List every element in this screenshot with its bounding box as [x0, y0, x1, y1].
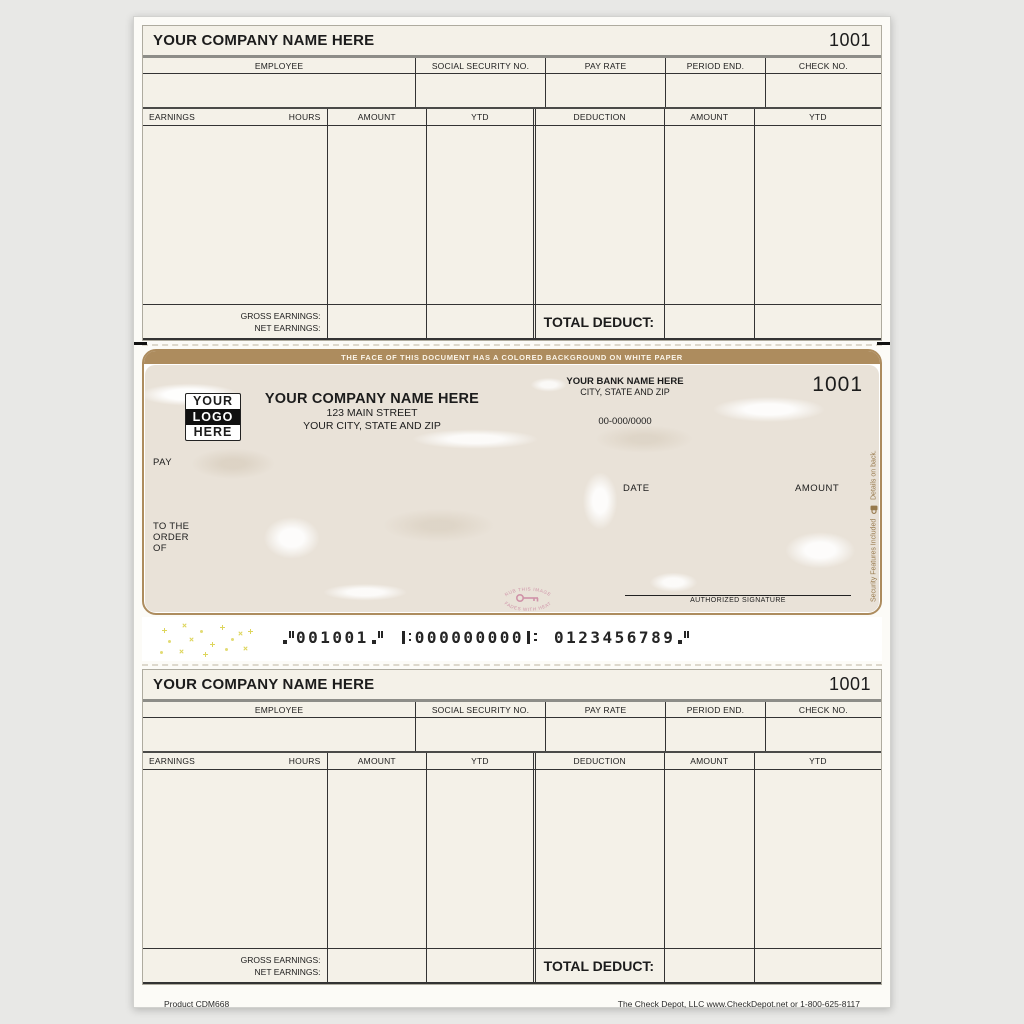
header-earnings-hours — [143, 753, 328, 769]
header-deduction: DEDUCTION — [533, 753, 665, 769]
stub-header — [143, 26, 881, 58]
top-pay-stub — [142, 25, 882, 341]
ytd-column — [427, 770, 533, 948]
ssn-field — [416, 718, 546, 751]
micr-check-number: 001001 — [296, 628, 369, 647]
bank-block — [527, 376, 723, 427]
total-deduct-ytd-cell — [755, 305, 881, 338]
logo-line-2: LOGO — [186, 409, 240, 425]
check — [142, 349, 882, 615]
header-ssn: SOCIAL SECURITY NO. — [416, 702, 546, 717]
sheet-footer — [164, 999, 860, 1009]
check-body — [145, 365, 879, 612]
header-employee: EMPLOYEE — [143, 58, 416, 73]
check-no-field — [766, 718, 881, 751]
employee-field — [143, 718, 416, 751]
employee-header-row — [143, 702, 881, 718]
micr-line — [280, 628, 691, 647]
employee-field — [143, 74, 416, 107]
stub-company-name: YOUR COMPANY NAME HERE — [153, 32, 375, 49]
micr-account-number: 0123456789 — [554, 628, 676, 647]
svg-text:FADES WITH HEAT: FADES WITH HEAT — [503, 600, 553, 613]
ssn-field — [416, 74, 546, 107]
ytd-column — [427, 126, 533, 304]
amount-column — [328, 770, 428, 948]
amount-label: AMOUNT — [795, 483, 840, 494]
gross-earnings-label: GROSS EARNINGS: — [240, 310, 321, 321]
pay-rate-field — [546, 74, 666, 107]
micr-zone — [142, 617, 882, 661]
deduction-column — [533, 126, 665, 304]
micr-transit-symbol — [401, 631, 413, 645]
micr-onus-symbol — [677, 631, 689, 645]
earnings-body-row — [143, 126, 881, 304]
period-end-field — [666, 718, 766, 751]
logo-line-3: HERE — [193, 425, 233, 439]
check-form-sheet — [133, 16, 891, 1008]
totals-row — [143, 304, 881, 340]
check-number: 1001 — [812, 373, 863, 396]
perforation-line-top — [142, 344, 882, 346]
gross-ytd-cell — [427, 305, 533, 338]
employee-header-row — [143, 58, 881, 74]
to-the-order-of-label: TO THE ORDER OF — [153, 521, 190, 554]
earnings-body-row — [143, 770, 881, 948]
earnings-header-row — [143, 107, 881, 126]
pay-rate-field — [546, 718, 666, 751]
gross-earnings-label: GROSS EARNINGS: — [240, 954, 321, 965]
header-hours: HOURS — [288, 112, 321, 122]
earnings-column — [143, 770, 328, 948]
total-deduct-amount-cell — [665, 305, 755, 338]
header-check-no: CHECK NO. — [798, 60, 848, 71]
pay-label: PAY — [153, 457, 173, 468]
header-earnings-hours — [143, 109, 328, 125]
perforation-line-bottom — [142, 664, 882, 666]
totals-row — [143, 948, 881, 984]
gross-ytd-cell — [427, 949, 533, 982]
net-earnings-label: NET EARNINGS: — [254, 966, 321, 977]
stub-header — [143, 670, 881, 702]
micr-routing-number: 000000000 — [414, 628, 524, 647]
header-ytd: YTD — [471, 756, 489, 766]
micr-onus-symbol — [282, 631, 294, 645]
svg-text:RUB THIS IMAGE: RUB THIS IMAGE — [503, 586, 553, 598]
header-deduction: DEDUCTION — [533, 109, 665, 125]
header-pay-rate: PAY RATE — [546, 58, 666, 73]
totals-labels — [143, 305, 328, 338]
security-speckles — [158, 621, 258, 657]
header-earnings: EARNINGS — [149, 756, 195, 766]
header-employee: EMPLOYEE — [143, 702, 416, 717]
deduction-ytd-column — [755, 770, 881, 948]
header-pay-rate: PAY RATE — [546, 702, 666, 717]
amount-column — [328, 126, 428, 304]
bottom-pay-stub — [142, 669, 882, 985]
check-no-field — [766, 74, 881, 107]
micr-onus-symbol — [371, 631, 383, 645]
logo-placeholder — [185, 393, 241, 441]
stub-check-number: 1001 — [828, 30, 871, 50]
check-company-address1: 123 MAIN STREET — [326, 407, 418, 419]
header-amount: AMOUNT — [328, 753, 428, 769]
header-period-end: PERIOD END. — [666, 702, 766, 717]
vendor-info: The Check Depot, LLC www.CheckDepot.net or 1-800-625-8117 — [617, 999, 860, 1009]
gross-amount-cell — [328, 305, 428, 338]
total-deduct-ytd-cell — [755, 949, 881, 982]
net-earnings-label: NET EARNINGS: — [254, 322, 321, 333]
deduction-amount-column — [665, 126, 755, 304]
total-deduct-amount-cell — [665, 949, 755, 982]
gross-amount-cell — [328, 949, 428, 982]
header-ytd: YTD — [471, 112, 489, 122]
stub-check-number: 1001 — [828, 674, 871, 694]
stub-company-name: YOUR COMPANY NAME HERE — [153, 676, 375, 693]
period-end-field — [666, 74, 766, 107]
key-icon — [517, 595, 538, 602]
earnings-header-row — [143, 751, 881, 770]
header-earnings: EARNINGS — [149, 112, 195, 122]
employee-value-row — [143, 74, 881, 107]
date-label: DATE — [623, 483, 650, 494]
logo-line-1: YOUR — [192, 394, 234, 408]
totals-labels — [143, 949, 328, 982]
bank-fraction-number: 00-000/0000 — [598, 416, 652, 427]
micr-transit-symbol — [526, 631, 538, 645]
check-company-block — [241, 391, 503, 432]
heat-sensitive-key-seal-icon — [495, 580, 561, 615]
bank-name: YOUR BANK NAME HERE — [566, 376, 684, 387]
header-period-end: PERIOD END. — [666, 58, 766, 73]
deduction-ytd-column — [755, 126, 881, 304]
header-hours: HOURS — [288, 756, 321, 766]
header-deduction-amount: AMOUNT — [665, 753, 755, 769]
deduction-column — [533, 770, 665, 948]
total-deduct-label: TOTAL DEDUCT: — [533, 305, 665, 338]
product-code: Product CDM668 — [164, 999, 230, 1009]
security-features-vertical-text: Security Features Included Details on back. — [870, 449, 878, 602]
authorized-signature-line: AUTHORIZED SIGNATURE — [625, 595, 851, 604]
deduction-amount-column — [665, 770, 755, 948]
header-check-no: CHECK NO. — [798, 704, 848, 715]
earnings-column — [143, 126, 328, 304]
padlock-icon — [870, 505, 878, 514]
check-company-name: YOUR COMPANY NAME HERE — [264, 391, 480, 407]
check-banner: THE FACE OF THIS DOCUMENT HAS A COLORED BACKGROUND ON WHITE PAPER — [144, 351, 880, 364]
header-deduction-ytd: YTD — [809, 112, 827, 122]
bank-city: CITY, STATE AND ZIP — [580, 387, 670, 397]
header-deduction-ytd: YTD — [809, 756, 827, 766]
total-deduct-label: TOTAL DEDUCT: — [533, 949, 665, 982]
check-company-address2: YOUR CITY, STATE AND ZIP — [303, 419, 441, 432]
header-ssn: SOCIAL SECURITY NO. — [416, 58, 546, 73]
header-deduction-amount: AMOUNT — [665, 109, 755, 125]
header-amount: AMOUNT — [328, 109, 428, 125]
employee-value-row — [143, 718, 881, 751]
